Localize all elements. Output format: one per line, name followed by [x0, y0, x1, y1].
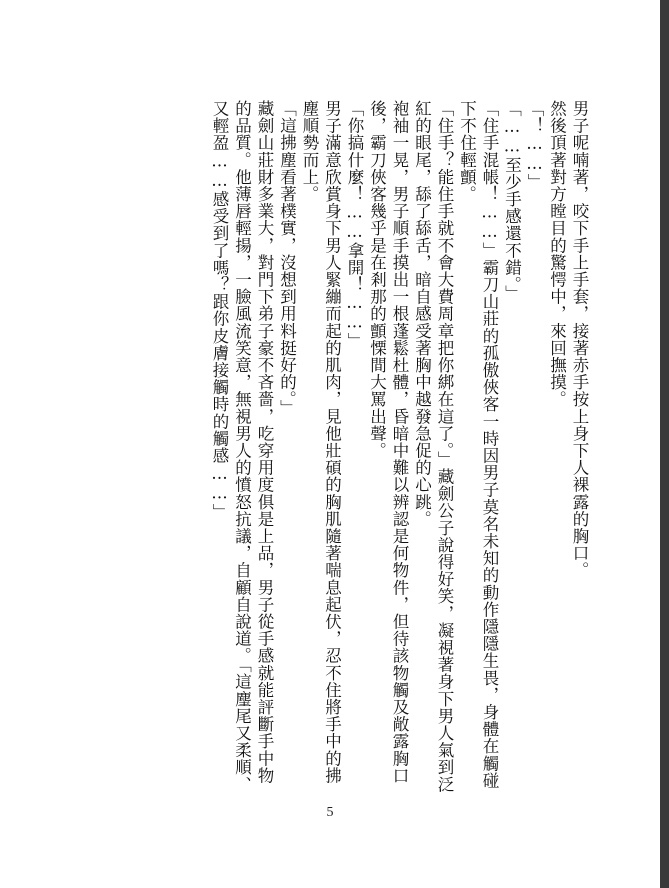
paragraph-4: 「……至少手感還不錯。」 [502, 100, 522, 302]
paragraph-6: 「住手？能住手就不會大費周章把你綁在這了。」藏劍公子說得好笑，凝視著身下男人氣到泛紅的眼尾，舔了舔舌，暗自感受著胸中越發急促的心跳。 [412, 100, 454, 793]
paragraph-11: 藏劍山莊財多業大，對門下弟子豪不吝嗇，吃穿用度俱是上品，男子從手感就能評斷手中物的品質。他薄唇輕揚，一臉風流笑意，無視男人的憤怒抗議，自顧自說道。「這麈尾又柔順、又輕盈……感受到了嗎？跟你皮膚接觸時的觸感……」 [210, 100, 274, 793]
viewer-edge-bar [660, 0, 669, 888]
paragraph-8: 「你搞什麼！……拿開！……」 [345, 100, 364, 350]
paragraph-9: 男子滿意欣賞身下男人緊繃而起的肌肉，見他壯碩的胸肌隨著喘息起伏，忍不住將手中的拂塵順勢而上。 [300, 100, 342, 784]
paragraph-1: 男子呢喃著，咬下手上手套，接著赤手按上身下人裸露的胸口。 [570, 100, 589, 579]
paragraph-10: 「這拂塵看著樸實，沒想到用料挺好的。」 [277, 100, 297, 417]
paragraph-5: 「住手混帳！……」霸刀山莊的孤傲俠客一時因男子莫名未知的動作隱隱生畏，身體在觸碰下不住輕顫。 [457, 100, 499, 789]
page-number: 5 [326, 805, 334, 820]
paragraph-3: 「！……」 [525, 100, 544, 191]
vertical-text-body [70, 100, 590, 800]
paragraph-7: 袍袖一晃，男子順手摸出一根蓬鬆杜體，昏暗中難以辨認是何物件，但待該物觸及敞露胸口後，霸刀俠客幾乎是在剎那的顫慄間大罵出聲。 [367, 100, 409, 784]
paragraph-2: 然後頂著對方瞠目的驚愕中，來回撫摸。 [547, 100, 567, 408]
